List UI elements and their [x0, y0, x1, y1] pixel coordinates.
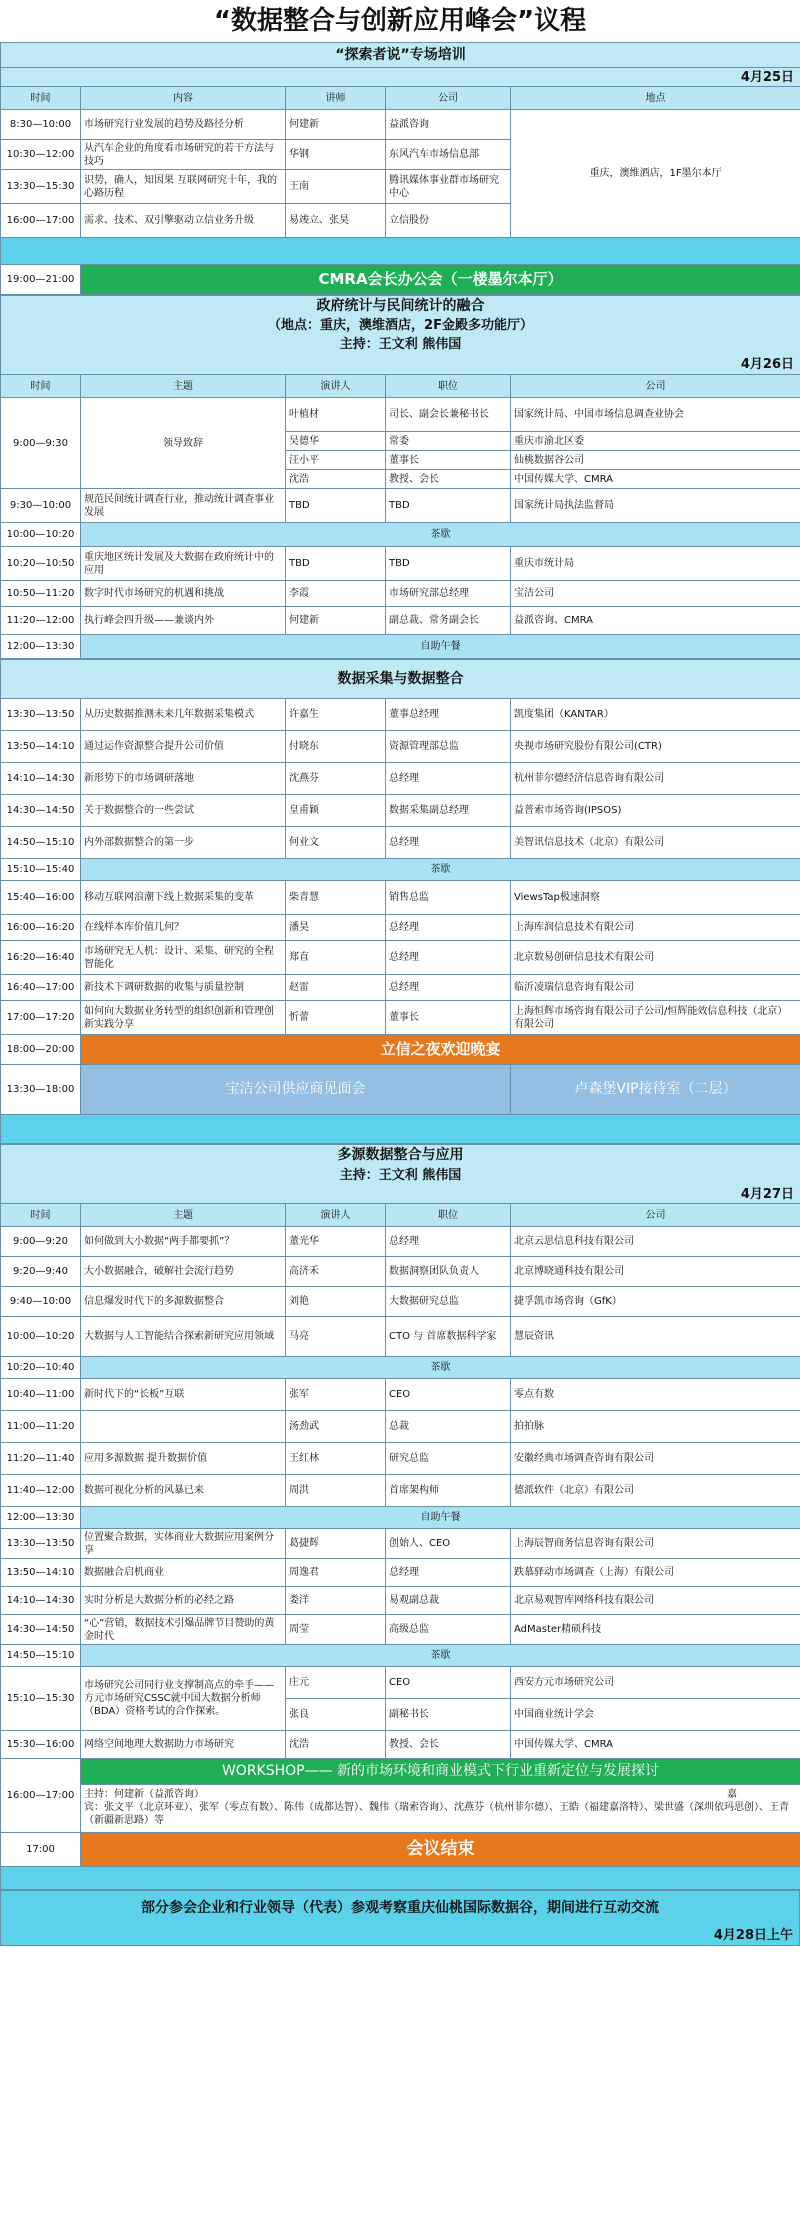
table-row-position: 总经理 — [386, 915, 511, 941]
table-row-position: 数据采集副总经理 — [386, 795, 511, 827]
table-row-speaker: 刘艳 — [286, 1287, 386, 1317]
supplier-meeting: 宝洁公司供应商见面会 — [81, 1065, 511, 1115]
table-row-topic: 数据可视化分析的风暴已来 — [81, 1475, 286, 1507]
table-row-time: 11:40—12:00 — [1, 1475, 81, 1507]
table-row-position: 常委 — [386, 432, 511, 451]
table-row-time: 11:00—11:20 — [1, 1411, 81, 1443]
col-header-speaker: 演讲人 — [286, 375, 386, 398]
table-row-company: 中国传媒大学、CMRA — [511, 1731, 800, 1759]
table-row-position: 总经理 — [386, 763, 511, 795]
table-row-topic: 大小数据融合，破解社会流行趋势 — [81, 1257, 286, 1287]
table-row-position: 总经理 — [386, 975, 511, 1001]
table-row-time: 9:30—10:00 — [1, 489, 81, 523]
table-row-company: 上海库润信息技术有限公司 — [511, 915, 800, 941]
section-location: （地点：重庆，澳维酒店，2F金殿多功能厅） — [1, 316, 800, 335]
table-row-position: 数据洞察团队负责人 — [386, 1257, 511, 1287]
table-row-speaker: 沈浩 — [286, 470, 386, 489]
table-row-time: 10:50—11:20 — [1, 581, 81, 607]
table-row-topic: 通过运作资源整合提升公司价值 — [81, 731, 286, 763]
table-row-time: 15:10—15:30 — [1, 1667, 81, 1731]
spacer-bar — [1, 1867, 800, 1890]
table-row-speaker: 董光华 — [286, 1227, 386, 1257]
table-row-speaker: 李霞 — [286, 581, 386, 607]
table-row-time: 15:30—16:00 — [1, 1731, 81, 1759]
table-row-time: 13:50—14:10 — [1, 731, 81, 763]
section-data-collection — [0, 659, 800, 1144]
table-row-position: 总经理 — [386, 1227, 511, 1257]
visit-text: 部分参会企业和行业领导（代表）参观考察重庆仙桃国际数据谷，期间进行互动交流 — [1, 1891, 800, 1926]
table-row-topic: 网络空间地理大数据助力市场研究 — [81, 1731, 286, 1759]
table-row-topic: 信息爆发时代下的多源数据整合 — [81, 1287, 286, 1317]
table-row-speaker: 何建新 — [286, 110, 386, 140]
table-row-company: 国家统计局、中国市场信息调查业协会 — [511, 398, 800, 432]
col-header-position: 职位 — [386, 375, 511, 398]
table-row-topic: 重庆地区统计发展及大数据在政府统计中的应用 — [81, 547, 286, 581]
table-row-company: 安徽经典市场调查咨询有限公司 — [511, 1443, 800, 1475]
workshop-details — [81, 1785, 800, 1833]
table-row-time: 10:20—10:50 — [1, 547, 81, 581]
table-row-speaker: 赵雷 — [286, 975, 386, 1001]
table-row-topic: 新时代下的“长板”互联 — [81, 1379, 286, 1411]
table-row-position: CTO 与 首席数据科学家 — [386, 1317, 511, 1357]
table-row-company: 重庆市统计局 — [511, 547, 800, 581]
section-title: 数据采集与数据整合 — [1, 660, 800, 699]
table-row-position: 创始人、CEO — [386, 1529, 511, 1559]
table-row-company: 宝洁公司 — [511, 581, 800, 607]
event-time: 13:30—18:00 — [1, 1065, 81, 1115]
table-row-speaker: 皇甫颖 — [286, 795, 386, 827]
table-row-speaker: 王红林 — [286, 1443, 386, 1475]
col-header-company: 公司 — [386, 87, 511, 110]
vip-room: 卢森堡VIP接待室（二层） — [511, 1065, 800, 1115]
table-row-speaker: 马亮 — [286, 1317, 386, 1357]
table-row-topic: 如何向大数据业务转型的组织创新和管理创新实践分享 — [81, 1001, 286, 1035]
workshop-host: 主持：何建新（益派咨询） — [84, 1789, 204, 1800]
meeting-banner: CMRA会长办公会（一楼墨尔本厅） — [81, 265, 800, 295]
table-row-time: 14:30—14:50 — [1, 1615, 81, 1645]
table-row-company: 美智讯信息技术（北京）有限公司 — [511, 827, 800, 859]
workshop-guest-label: 嘉 — [727, 1789, 738, 1800]
table-row-position: CEO — [386, 1667, 511, 1699]
table-row-company: 国家统计局执法监督局 — [511, 489, 800, 523]
table-row-topic: 移动互联网浪潮下线上数据采集的变革 — [81, 881, 286, 915]
section-multi-source — [0, 1144, 800, 1890]
table-row-company: 仙桃数据谷公司 — [511, 451, 800, 470]
table-row-topic: 规范民间统计调查行业，推动统计调查事业发展 — [81, 489, 286, 523]
section-stats — [0, 295, 800, 659]
table-row-speaker: TBD — [286, 489, 386, 523]
table-row-speaker: 张军 — [286, 1379, 386, 1411]
table-row-topic: 实时分析是大数据分析的必经之路 — [81, 1587, 286, 1615]
table-row-time: 13:30—13:50 — [1, 1529, 81, 1559]
table-row-topic: 位置聚合数据，实体商业大数据应用案例分享 — [81, 1529, 286, 1559]
table-row-company: 东风汽车市场信息部 — [386, 140, 511, 170]
table-row-time: 14:10—14:30 — [1, 763, 81, 795]
table-row-time: 16:00—16:20 — [1, 915, 81, 941]
table-row-topic: 在线样本库价值几何？ — [81, 915, 286, 941]
table-row-time: 16:40—17:00 — [1, 975, 81, 1001]
lunch-label: 自助午餐 — [81, 635, 800, 659]
table-row-company: 凯度集团（KANTAR） — [511, 699, 800, 731]
table-row-topic: 数据融合启机商业 — [81, 1559, 286, 1587]
col-header-content: 内容 — [81, 87, 286, 110]
table-row-speaker: 王南 — [286, 170, 386, 204]
table-row-topic: 市场研究无人机：设计、采集、研究的全程智能化 — [81, 941, 286, 975]
col-header-topic: 主题 — [81, 1204, 286, 1227]
meeting-time: 19:00—21:00 — [1, 265, 81, 295]
table-row-time: 9:40—10:00 — [1, 1287, 81, 1317]
table-row-company: 临沂凌瑞信息咨询有限公司 — [511, 975, 800, 1001]
table-row-topic — [81, 1411, 286, 1443]
table-row-position: 教授、会长 — [386, 470, 511, 489]
table-row-position: 总经理 — [386, 941, 511, 975]
section-date: 4月26日 — [1, 354, 800, 375]
table-row-company: AdMaster精硕科技 — [511, 1615, 800, 1645]
table-row-topic: 市场研究行业发展的趋势及路径分析 — [81, 110, 286, 140]
table-row-time: 10:00—10:20 — [1, 1317, 81, 1357]
section-host: 主持：王文利 熊伟国 — [1, 1165, 800, 1185]
table-row-company: 上海辰智商务信息咨询有限公司 — [511, 1529, 800, 1559]
col-header-topic: 主题 — [81, 375, 286, 398]
table-row-time: 17:00—17:20 — [1, 1001, 81, 1035]
table-row-company: 拍拍脉 — [511, 1411, 800, 1443]
table-row-topic: 领导致辞 — [81, 398, 286, 489]
table-row-speaker: 汤劲武 — [286, 1411, 386, 1443]
table-row-speaker: 周莹 — [286, 1615, 386, 1645]
table-row-company: 慧辰资讯 — [511, 1317, 800, 1357]
break-time: 15:10—15:40 — [1, 859, 81, 881]
table-row-time: 11:20—12:00 — [1, 607, 81, 635]
table-row-time: 14:10—14:30 — [1, 1587, 81, 1615]
table-row-position: 易观副总裁 — [386, 1587, 511, 1615]
break-label: 茶歇 — [81, 859, 800, 881]
table-row-time: 9:00—9:20 — [1, 1227, 81, 1257]
table-row-company: 捷孚凯市场咨询（GfK） — [511, 1287, 800, 1317]
table-row-company: 重庆市渝北区委 — [511, 432, 800, 451]
table-row-time: 10:40—11:00 — [1, 1379, 81, 1411]
table-row-speaker: 何建新 — [286, 607, 386, 635]
table-row-topic: “心”营销，数据技术引爆品牌节目赞助的黄金时代 — [81, 1615, 286, 1645]
table-row-time: 14:30—14:50 — [1, 795, 81, 827]
col-header-lecturer: 讲师 — [286, 87, 386, 110]
section-title: “探索者说”专场培训 — [1, 43, 800, 68]
lunch-time: 12:00—13:30 — [1, 635, 81, 659]
col-header-time: 时间 — [1, 87, 81, 110]
table-row-topic: 关于数据整合的一些尝试 — [81, 795, 286, 827]
workshop-guests: 宾：张文平（北京环亚）、张军（零点有数）、陈伟（成都达智）、魏伟（瑞索咨询）、沈燕芬（杭州菲尔德）、王皓（福建嘉洛特）、梁世盛（深圳依玛思创）、王青（新疆新思路）等 — [84, 1802, 789, 1826]
table-row-position: 大数据研究总监 — [386, 1287, 511, 1317]
table-row-topic: 新技术下调研数据的收集与质量控制 — [81, 975, 286, 1001]
table-row-speaker: 周洪 — [286, 1475, 386, 1507]
table-row-company: 央视市场研究股份有限公司(CTR) — [511, 731, 800, 763]
table-row-position: 教授、会长 — [386, 1731, 511, 1759]
col-header-location: 地点 — [511, 87, 800, 110]
table-row-position: 董事长 — [386, 451, 511, 470]
table-row-position: 高级总监 — [386, 1615, 511, 1645]
table-row-speaker: 汪小平 — [286, 451, 386, 470]
table-row-position: 董事总经理 — [386, 699, 511, 731]
break-time: 10:00—10:20 — [1, 523, 81, 547]
table-row-company: ViewsTap极速洞察 — [511, 881, 800, 915]
table-row-position: 市场研究部总经理 — [386, 581, 511, 607]
table-row-speaker: 郑直 — [286, 941, 386, 975]
table-row-speaker: 张良 — [286, 1699, 386, 1731]
table-row-company: 益派咨询 — [386, 110, 511, 140]
table-row-speaker: 柴青慧 — [286, 881, 386, 915]
table-row-speaker: 吴德华 — [286, 432, 386, 451]
table-row-position: 销售总监 — [386, 881, 511, 915]
table-row-topic: 从汽车企业的角度看市场研究的若干方法与技巧 — [81, 140, 286, 170]
break-label: 茶歇 — [81, 1357, 800, 1379]
col-header-speaker: 演讲人 — [286, 1204, 386, 1227]
table-row-company: 杭州菲尔德经济信息咨询有限公司 — [511, 763, 800, 795]
table-row-topic: 大数据与人工智能结合探索新研究应用领域 — [81, 1317, 286, 1357]
table-row-speaker: 何业文 — [286, 827, 386, 859]
col-header-position: 职位 — [386, 1204, 511, 1227]
table-row-topic: 市场研究公司同行业支撑制高点的牵手——方元市场研究CSSC就中国大数据分析师（BDA）资格考试的合作探索。 — [81, 1667, 286, 1731]
table-row-time: 13:30—15:30 — [1, 170, 81, 204]
table-row-speaker: 庄元 — [286, 1667, 386, 1699]
table-row-position: 副总裁、常务副会长 — [386, 607, 511, 635]
table-row-topic: 内外部数据整合的第一步 — [81, 827, 286, 859]
table-row-company: 跌慕驿动市场调查（上海）有限公司 — [511, 1559, 800, 1587]
end-time: 17:00 — [1, 1833, 81, 1867]
col-header-time: 时间 — [1, 375, 81, 398]
table-row-company: 零点有数 — [511, 1379, 800, 1411]
dinner-banner: 立信之夜欢迎晚宴 — [81, 1035, 800, 1065]
table-row-company: 腾讯媒体事业群市场研究中心 — [386, 170, 511, 204]
table-row-speaker: 忻蕾 — [286, 1001, 386, 1035]
table-row-topic: 如何做到大小数据“两手都要抓”？ — [81, 1227, 286, 1257]
section-date: 4月27日 — [1, 1185, 800, 1204]
lunch-time: 12:00—13:30 — [1, 1507, 81, 1529]
table-row-time: 16:00—17:00 — [1, 204, 81, 238]
table-row-time: 13:30—13:50 — [1, 699, 81, 731]
table-row-time: 9:20—9:40 — [1, 1257, 81, 1287]
table-row-speaker: 娄洋 — [286, 1587, 386, 1615]
table-row-company: 北京易观智库网络科技有限公司 — [511, 1587, 800, 1615]
table-row-topic: 需求、技术、双引擎驱动立信业务升级 — [81, 204, 286, 238]
table-row-speaker: 沈燕芬 — [286, 763, 386, 795]
table-row-time: 9:00—9:30 — [1, 398, 81, 489]
col-header-company: 公司 — [511, 1204, 800, 1227]
table-row-company: 益普索市场咨询(IPSOS) — [511, 795, 800, 827]
workshop-banner: WORKSHOP—— 新的市场环境和商业模式下行业重新定位与发展探讨 — [81, 1759, 800, 1785]
table-row-position: CEO — [386, 1379, 511, 1411]
table-row-speaker: 潘昊 — [286, 915, 386, 941]
table-row-company: 北京博晓通科技有限公司 — [511, 1257, 800, 1287]
table-row-speaker: TBD — [286, 547, 386, 581]
table-row-position: TBD — [386, 489, 511, 523]
table-row-time: 14:50—15:10 — [1, 827, 81, 859]
table-row-time: 8:30—10:00 — [1, 110, 81, 140]
table-row-company: 上海恒辉市场咨询有限公司子公司/恒辉能效信息科技（北京）有限公司 — [511, 1001, 800, 1035]
table-row-topic: 数字时代市场研究的机遇和挑战 — [81, 581, 286, 607]
workshop-host-line — [84, 1788, 797, 1801]
table-row-time: 13:50—14:10 — [1, 1559, 81, 1587]
table-row-time: 10:30—12:00 — [1, 140, 81, 170]
table-row-position: 总经理 — [386, 1559, 511, 1587]
dinner-time: 18:00—20:00 — [1, 1035, 81, 1065]
workshop-time: 16:00—17:00 — [1, 1759, 81, 1833]
section-title: 多源数据整合与应用 — [1, 1145, 800, 1166]
table-row-speaker: 华钢 — [286, 140, 386, 170]
table-row-time: 15:40—16:00 — [1, 881, 81, 915]
table-row-speaker: 周逸君 — [286, 1559, 386, 1587]
break-time: 10:20—10:40 — [1, 1357, 81, 1379]
table-row-topic: 应用多源数据 提升数据价值 — [81, 1443, 286, 1475]
training-location: 重庆，澳维酒店，1F墨尔本厅 — [511, 110, 800, 238]
page-title: “数据整合与创新应用峰会”议程 — [0, 0, 800, 42]
break-time: 14:50—15:10 — [1, 1645, 81, 1667]
table-row-speaker: 付晓东 — [286, 731, 386, 763]
table-row-speaker: 许嘉生 — [286, 699, 386, 731]
table-row-topic: 执行峰会四升级——兼谈内外 — [81, 607, 286, 635]
section-training — [0, 42, 800, 295]
table-row-topic: 新形势下的市场调研落地 — [81, 763, 286, 795]
table-row-company: 中国商业统计学会 — [511, 1699, 800, 1731]
section-host: 主持：王文利 熊伟国 — [1, 335, 800, 354]
table-row-position: 研究总监 — [386, 1443, 511, 1475]
table-row-topic: 从历史数据推测未来几年数据采集模式 — [81, 699, 286, 731]
table-row-speaker: 沈浩 — [286, 1731, 386, 1759]
table-row-position: 总裁 — [386, 1411, 511, 1443]
table-row-company: 益派咨询、CMRA — [511, 607, 800, 635]
table-row-position: 司长、副会长兼秘书长 — [386, 398, 511, 432]
spacer-bar — [1, 238, 800, 265]
table-row-position: 董事长 — [386, 1001, 511, 1035]
col-header-time: 时间 — [1, 1204, 81, 1227]
end-banner: 会议结束 — [81, 1833, 800, 1867]
spacer-bar — [1, 1115, 800, 1144]
table-row-company: 西安方元市场研究公司 — [511, 1667, 800, 1699]
table-row-time: 11:20—11:40 — [1, 1443, 81, 1475]
section-title: 政府统计与民间统计的融合 — [1, 296, 800, 317]
table-row-position: 首席架构师 — [386, 1475, 511, 1507]
col-header-company: 公司 — [511, 375, 800, 398]
table-row-position: 副秘书长 — [386, 1699, 511, 1731]
table-row-position: 总经理 — [386, 827, 511, 859]
break-label: 茶歇 — [81, 523, 800, 547]
table-row-speaker: 叶植材 — [286, 398, 386, 432]
table-row-company: 北京数易创研信息技术有限公司 — [511, 941, 800, 975]
table-row-company: 北京云思信息科技有限公司 — [511, 1227, 800, 1257]
table-row-position: TBD — [386, 547, 511, 581]
table-row-position: 资源管理部总监 — [386, 731, 511, 763]
table-row-speaker: 高济禾 — [286, 1257, 386, 1287]
section-date: 4月25日 — [1, 68, 800, 87]
table-row-company: 立信股份 — [386, 204, 511, 238]
lunch-label: 自助午餐 — [81, 1507, 800, 1529]
table-row-topic: 识势，确人，知因果 互联网研究十年，我的心路历程 — [81, 170, 286, 204]
break-label: 茶歇 — [81, 1645, 800, 1667]
table-row-company: 德派软件（北京）有限公司 — [511, 1475, 800, 1507]
visit-date: 4月28日上午 — [1, 1925, 800, 1946]
table-row-company: 中国传媒大学、CMRA — [511, 470, 800, 489]
table-row-time: 16:20—16:40 — [1, 941, 81, 975]
table-row-speaker: 易竣立、张昊 — [286, 204, 386, 238]
section-visit — [0, 1890, 800, 1946]
table-row-speaker: 葛捷辉 — [286, 1529, 386, 1559]
